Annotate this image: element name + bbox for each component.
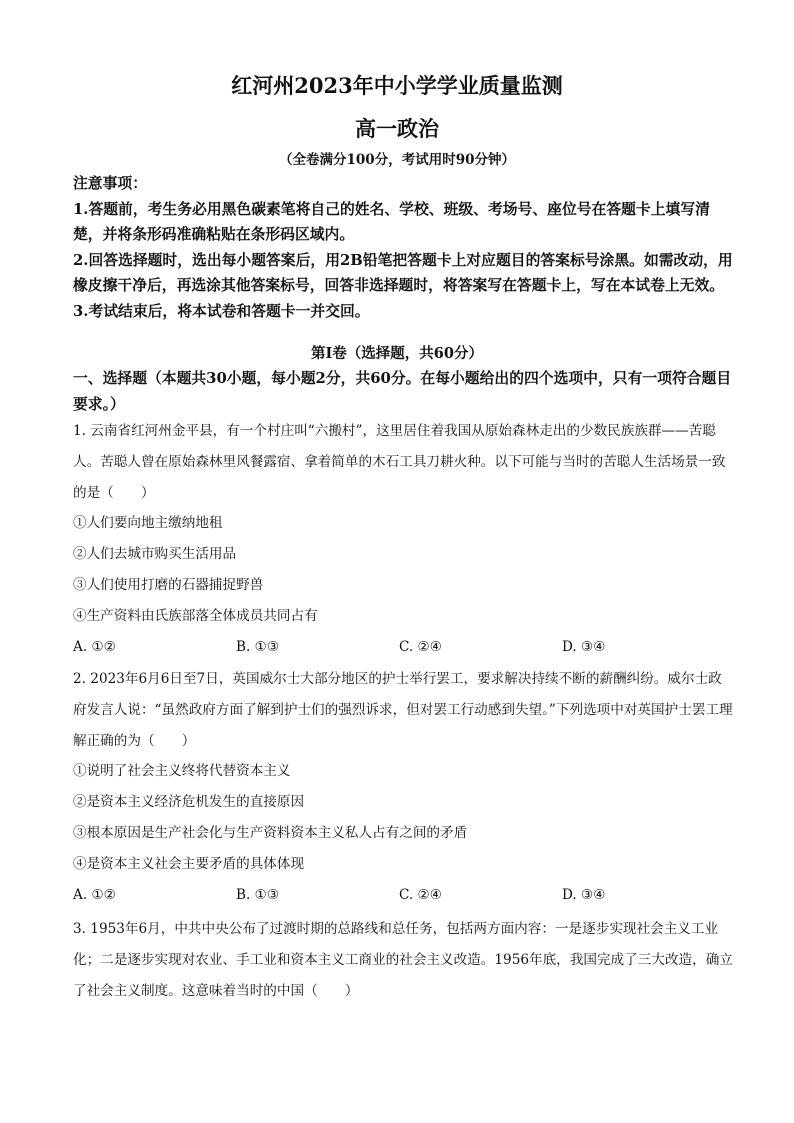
statement: ④生产资料由氏族部落全体成员共同占有 [73,607,318,624]
notes-block [73,171,733,325]
statement: ①人们要向地主缴纳地租 [73,515,223,532]
notes-heading: 注意事项： [73,175,147,192]
choice-d: D. ③④ [562,886,606,903]
choice-a: A. ①② [73,638,116,655]
statement: ④是资本主义社会主要矛盾的具体体现 [73,855,305,872]
statement: ②人们去城市购买生活用品 [73,546,237,563]
statement: ②是资本主义经济危机发生的直接原因 [73,794,305,811]
choice-c: C. ②④ [399,638,442,655]
statement: ③人们使用打磨的石器捕捉野兽 [73,576,264,593]
choice-a: A. ①② [73,886,116,903]
note-item: 2.回答选择题时，选出每小题答案后，用2B铅笔把答题卡上对应题目的答案标号涂黑。如需改动，用橡皮擦干净后，再选涂其他答案标号，回答非选择题时，将答案写在答题卡上，写在本试卷上无效。 [73,251,733,295]
choice-b: B. ①③ [236,886,280,903]
question-3 [73,914,733,1006]
choice-b: B. ①③ [236,638,280,655]
statement: ①说明了社会主义终将代替资本主义 [73,763,291,780]
answer-choices [73,632,733,663]
choice-d: D. ③④ [562,638,606,655]
subject-title: 高一政治 [355,116,439,141]
exam-meta: （全卷满分100分，考试用时90分钟） [279,152,515,168]
question-stem: 2. 2023年6月6日至7日，英国威尔士大部分地区的护士举行罢工，要求解决持续不断的薪酬纠纷。威尔士政府发言人说：“虽然政府方面了解到护士们的强烈诉求，但对罢工行动感到失望。”下列选项中对英国护士罢工理解正确的为（ ） [73,671,733,749]
exam-title: 红河州2023年中小学学业质量监测 [231,73,563,98]
question-stem: 1. 云南省红河州金平县，有一个村庄叫“六搬村”，这里居住着我国从原始森林走出的少数民族族群——苦聪人。苦聪人曾在原始森林里风餐露宿、拿着简单的木石工具刀耕火种。以下可能与当时的苦聪人生活场景一致的是（ ） [73,423,726,501]
choice-c: C. ②④ [399,886,442,903]
statement: ③根本原因是生产社会化与生产资料资本主义私人占有之间的矛盾 [73,824,468,841]
section-instructions: 一、选择题（本题共30小题，每小题2分，共60分。在每小题给出的四个选项中，只有一项符合题目要求。） [73,370,732,413]
question-2 [73,664,733,910]
note-item: 3.考试结束后，将本试卷和答题卡一并交回。 [73,302,370,320]
answer-choices [73,880,733,911]
question-1 [73,416,733,662]
question-stem: 3. 1953年6月，中共中央公布了过渡时期的总路线和总任务，包括两方面内容：一是逐步实现社会主义工业化；二是逐步实现对农业、手工业和资本主义工商业的社会主义改造。1956年底，我国完成了三大改造，确立了社会主义制度。这意味着当时的中国（ ） [73,921,733,999]
note-item: 1.答题前，考生务必用黑色碳素笔将自己的姓名、学校、班级、考场号、座位号在答题卡上填写清楚，并将条形码准确粘贴在条形码区域内。 [73,200,710,244]
part-title: 第Ⅰ卷（选择题，共60分） [311,345,483,362]
